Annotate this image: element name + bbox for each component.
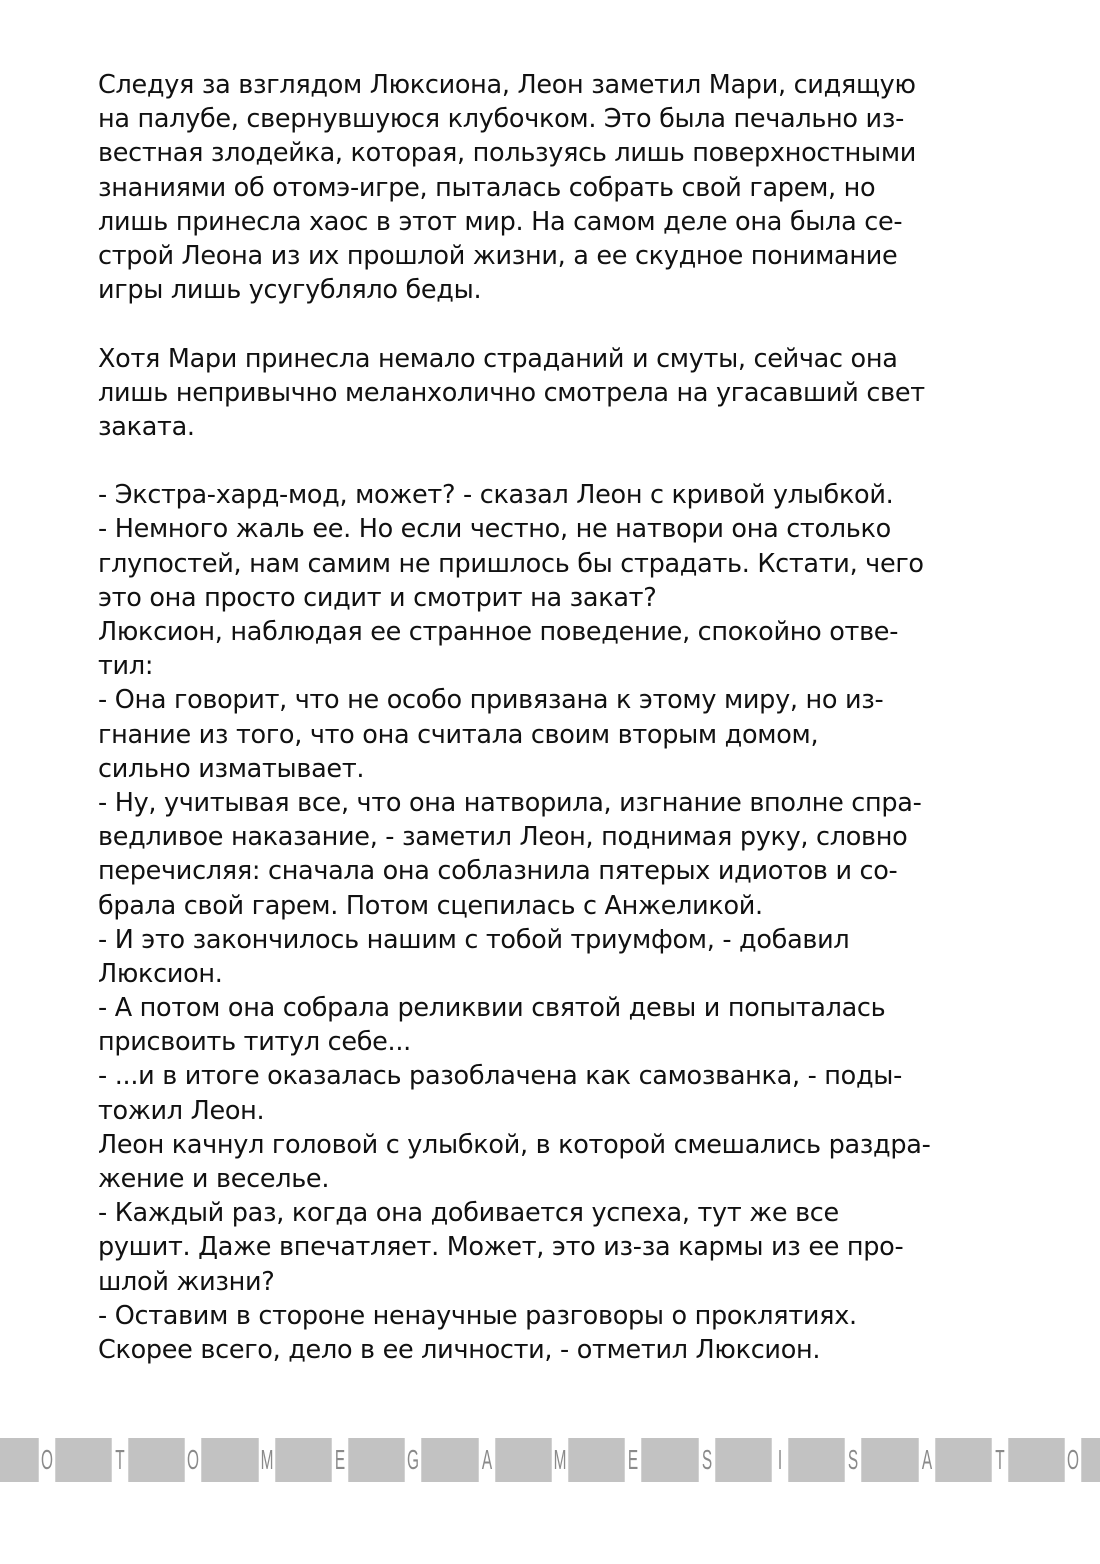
footer-letter: S xyxy=(699,1438,716,1482)
text-line: заката. xyxy=(98,411,195,442)
text-line: Люксион, наблюдая ее странное поведение, спокойно отве- xyxy=(98,617,899,647)
footer-letter: E xyxy=(625,1438,642,1482)
text-line: Леон качнул головой с улыбкой, в которой смешались раздра- xyxy=(98,1129,931,1160)
footer-watermark xyxy=(0,1438,1100,1482)
footer-letter: T xyxy=(992,1438,1009,1482)
footer-letter: M xyxy=(552,1438,569,1482)
text-line: Следуя за взглядом Люксиона, Леон заметил Мари, сидящую xyxy=(98,70,916,100)
text-line: тил: xyxy=(98,651,154,682)
text-line: присвоить титул себе... xyxy=(98,1027,411,1058)
footer-letter: G xyxy=(405,1438,422,1482)
footer-letter: O xyxy=(39,1438,56,1482)
text-line: - И это закончилось нашим с тобой триумфом, - добавил xyxy=(98,924,850,955)
footer-band xyxy=(0,1438,1100,1482)
footer-letter: O xyxy=(1065,1438,1082,1482)
paragraph xyxy=(98,478,1038,1367)
paragraph-gap xyxy=(98,444,1038,478)
text-line: Люксион. xyxy=(98,958,223,989)
text-line: на палубе, свернувшуюся клубочком. Это была печально из- xyxy=(98,104,904,135)
footer-letter: I xyxy=(772,1438,789,1482)
text-line: строй Леона из их прошлой жизни, а ее скудное понимание xyxy=(98,240,898,271)
text-line: игры лишь усугубляло беды. xyxy=(98,275,482,306)
body-text xyxy=(98,68,1038,1367)
text-line: тожил Леон. xyxy=(98,1095,265,1126)
text-line: сильно изматывает. xyxy=(98,753,365,784)
footer-letter: A xyxy=(479,1438,496,1482)
text-line: жение и веселье. xyxy=(98,1164,330,1194)
text-line: - Немного жаль ее. Но если честно, не натвори она столько xyxy=(98,514,891,545)
paragraph-gap xyxy=(98,307,1038,341)
text-line: гнание из того, что она считала своим вторым домом, xyxy=(98,719,819,750)
text-line: брала свой гарем. Потом сцепилась с Анжеликой. xyxy=(98,890,763,921)
text-line: рушит. Даже впечатляет. Может, это из-за кармы из ее про- xyxy=(98,1232,904,1263)
paragraph xyxy=(98,68,1038,307)
footer-letter: A xyxy=(919,1438,936,1482)
text-line: Скорее всего, дело в ее личности, - отметил Люксион. xyxy=(98,1334,821,1365)
text-line: это она просто сидит и смотрит на закат? xyxy=(98,582,657,613)
footer-letter: E xyxy=(332,1438,349,1482)
text-line: - ...и в итоге оказалась разоблачена как самозванка, - поды- xyxy=(98,1061,903,1092)
text-line: - Она говорит, что не особо привязана к этому миру, но из- xyxy=(98,685,884,716)
footer-letter: M xyxy=(259,1438,276,1482)
text-line: - Экстра-хард-мод, может? - сказал Леон с кривой улыбкой. xyxy=(98,480,894,511)
paragraph xyxy=(98,342,1038,445)
text-line: Хотя Мари принесла немало страданий и смуты, сейчас она xyxy=(98,343,898,374)
text-line: глупостей, нам самим не пришлось бы страдать. Кстати, чего xyxy=(98,548,924,579)
footer-letter: O xyxy=(185,1438,202,1482)
footer-letter: T xyxy=(112,1438,129,1482)
text-line: перечисляя: сначала она соблазнила пятерых идиотов и со- xyxy=(98,856,898,887)
text-line: - Каждый раз, когда она добивается успеха, тут же все xyxy=(98,1198,839,1229)
footer-letter: S xyxy=(845,1438,862,1482)
text-line: вестная злодейка, которая, пользуясь лишь поверхностными xyxy=(98,138,917,169)
text-line: - А потом она собрала реликвии святой девы и попыталась xyxy=(98,993,886,1024)
text-line: шлой жизни? xyxy=(98,1266,275,1297)
text-line: - Ну, учитывая все, что она натворила, изгнание вполне спра- xyxy=(98,787,922,818)
text-line: лишь непривычно меланхолично смотрела на угасавший свет xyxy=(98,377,925,408)
text-line: лишь принесла хаос в этот мир. На самом деле она была се- xyxy=(98,206,903,237)
text-line: ведливое наказание, - заметил Леон, поднимая руку, словно xyxy=(98,822,908,853)
text-line: - Оставим в стороне ненаучные разговоры о проклятиях. xyxy=(98,1300,857,1331)
text-line: знаниями об отомэ-игре, пыталась собрать свой гарем, но xyxy=(98,172,876,203)
